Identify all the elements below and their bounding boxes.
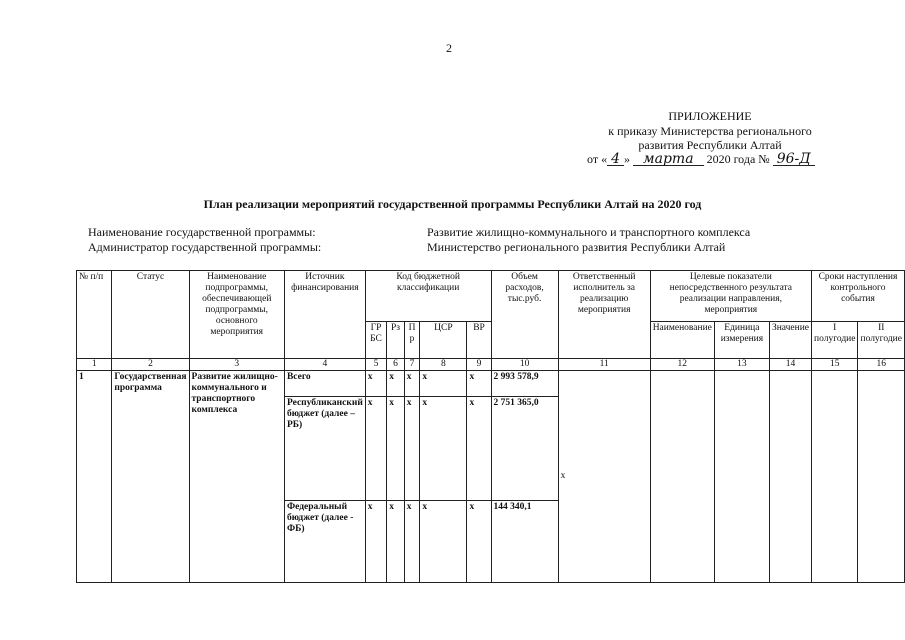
row-target-value (769, 371, 811, 583)
row-rz: x (387, 501, 405, 583)
row-source: Республиканский бюджет (далее – РБ) (284, 397, 365, 501)
appendix-line-1: к приказу Министерства регионального (608, 124, 812, 138)
row-source: Всего (284, 371, 365, 397)
page-number: 2 (446, 41, 452, 55)
row-pr: x (404, 371, 420, 397)
row-pr: x (404, 397, 420, 501)
th-source: Источник финансирования (284, 271, 365, 359)
col-number: 10 (491, 359, 558, 371)
plan-table (76, 270, 905, 583)
row-vr: x (467, 371, 491, 397)
row-vr: x (467, 397, 491, 501)
program-value: Развитие жилищно-коммунального и транспортного комплекса (427, 225, 751, 239)
row-grbs: x (365, 501, 386, 583)
document-title: План реализации мероприятий государственной программы Республики Алтай на 2020 год (203, 197, 702, 211)
col-number: 11 (558, 359, 650, 371)
col-number: 13 (714, 359, 769, 371)
col-number: 3 (189, 359, 284, 371)
th-budget-code: Код бюджетной классификации (365, 271, 491, 322)
th-grbs: ГР БС (365, 322, 386, 359)
admin-value: Министерство регионального развития Республики Алтай (427, 240, 726, 254)
row-source: Федеральный бюджет (далее - ФБ) (284, 501, 365, 583)
th-half-2: II полугодие (858, 322, 905, 359)
th-target-unit: Единица измерения (714, 322, 769, 359)
row-pr: x (404, 501, 420, 583)
row-target-unit (714, 371, 769, 583)
row-rz: x (387, 397, 405, 501)
row-grbs: x (365, 371, 386, 397)
col-number: 15 (812, 359, 858, 371)
row-target-name (650, 371, 714, 583)
appendix-line-2: развития Республики Алтай (638, 138, 782, 152)
th-name: Наименование подпрограммы, обеспечивающей подпрограммы, основного мероприятия (189, 271, 284, 359)
col-number: 4 (284, 359, 365, 371)
th-pr: П р (404, 322, 420, 359)
col-number: 6 (387, 359, 405, 371)
row-executor: x (558, 371, 650, 583)
row-volume: 144 340,1 (491, 501, 558, 583)
date-year: 2020 года № (706, 152, 770, 166)
admin-label: Администратор государственной программы: (88, 240, 322, 254)
col-number: 2 (112, 359, 189, 371)
row-half-2 (858, 371, 905, 583)
row-vr: x (467, 501, 491, 583)
header-row-1 (77, 271, 905, 322)
table-row-total (77, 371, 905, 397)
col-number: 9 (467, 359, 491, 371)
row-status: Государственная программа (112, 371, 189, 583)
th-vr: ВР (467, 322, 491, 359)
row-volume: 2 751 365,0 (491, 397, 558, 501)
th-volume: Объем расходов, тыс.руб. (491, 271, 558, 359)
appendix-title: ПРИЛОЖЕНИЕ (668, 109, 752, 123)
program-label: Наименование государственной программы: (88, 225, 316, 239)
handwritten-number: 96-Д (773, 153, 815, 166)
date-mid: » (624, 152, 631, 166)
col-number: 5 (365, 359, 386, 371)
col-number: 8 (420, 359, 467, 371)
row-volume: 2 993 578,9 (491, 371, 558, 397)
row-name: Развитие жилищно-коммунального и транспортного комплекса (189, 371, 284, 583)
row-csr: x (420, 371, 467, 397)
handwritten-day: 4 (607, 153, 624, 166)
column-number-row (77, 359, 905, 371)
date-prefix: от « (587, 152, 608, 166)
th-target-name: Наименование (650, 322, 714, 359)
handwritten-month: марта (633, 153, 704, 166)
row-half-1 (812, 371, 858, 583)
th-half-1: I полугодие (812, 322, 858, 359)
th-target-value: Значение (769, 322, 811, 359)
th-targets: Целевые показатели непосредственного результата реализации направления, мероприятия (650, 271, 811, 322)
col-number: 14 (769, 359, 811, 371)
row-num: 1 (77, 371, 112, 583)
row-grbs: x (365, 397, 386, 501)
th-deadlines: Сроки наступления контрольного события (812, 271, 905, 322)
col-number: 16 (858, 359, 905, 371)
th-rz: Рз (387, 322, 405, 359)
row-csr: x (420, 397, 467, 501)
th-num: № п/п (77, 271, 112, 359)
col-number: 1 (77, 359, 112, 371)
th-executor: Ответственный исполнитель за реализацию мероприятия (558, 271, 650, 359)
row-rz: x (387, 371, 405, 397)
col-number: 7 (404, 359, 420, 371)
th-csr: ЦСР (420, 322, 467, 359)
col-number: 12 (650, 359, 714, 371)
row-csr: x (420, 501, 467, 583)
th-status: Статус (112, 271, 189, 359)
appendix-date (587, 152, 815, 167)
